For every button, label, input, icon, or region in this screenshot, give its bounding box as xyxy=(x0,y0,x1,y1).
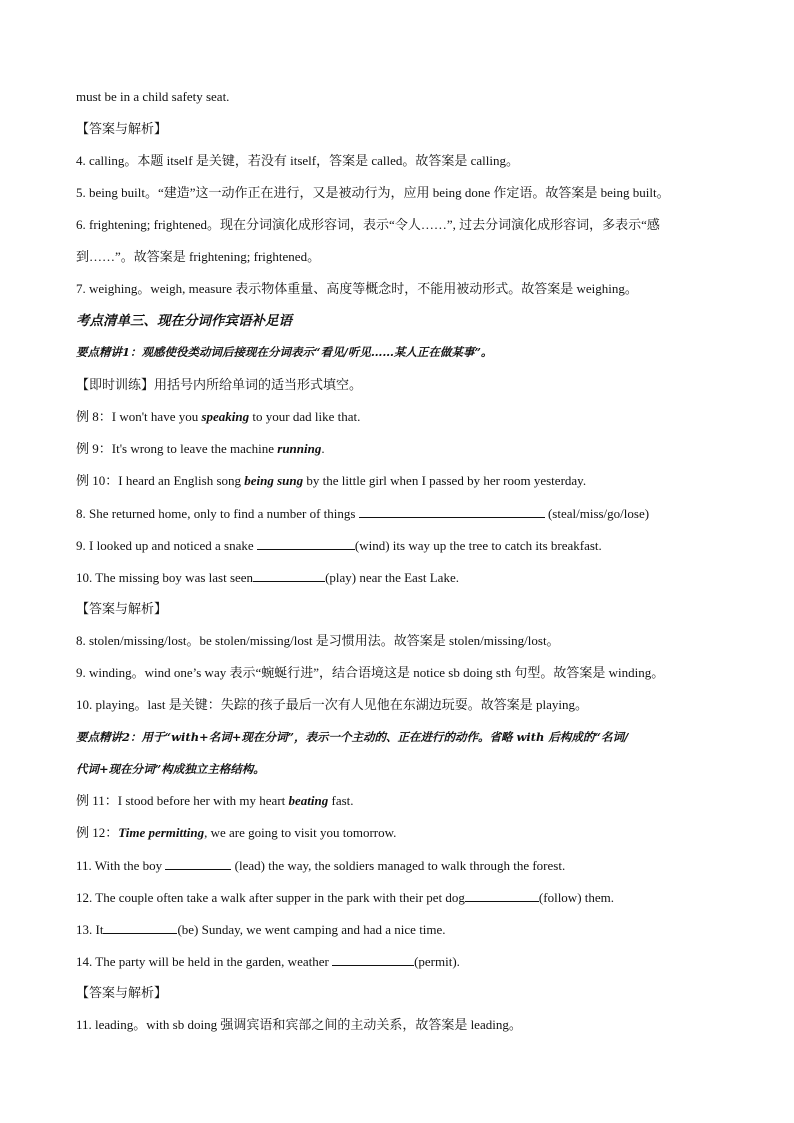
question-10: 10. The missing boy was last seen (play) near the East Lake. xyxy=(76,567,734,588)
answer-blank[interactable] xyxy=(253,567,325,582)
answer-blank[interactable] xyxy=(465,887,539,902)
answer-9: 9. winding。wind one’s way 表示“蜿蜒行进”，结合语境这是 notice sb doing sth 句型。故答案是 winding。 xyxy=(76,665,665,680)
example-12: 例 12：Time permitting, we are going to visit you tomorrow. xyxy=(76,825,397,840)
answer-6-cont: 到……”。故答案是 frightening; frightened。 xyxy=(76,249,321,264)
key-point-2: 要点精讲2：用于“with+名词+现在分词”，表示一个主动的、正在进行的动作。省略 with 后构成的“名词/ xyxy=(76,730,629,744)
question-14: 14. The party will be held in the garden, weather (permit). xyxy=(76,951,734,972)
question-12: 12. The couple often take a walk after supper in the park with their pet dog (follow) them. xyxy=(76,887,734,908)
example-11: 例 11：I stood before her with my heart beating fast. xyxy=(76,793,354,808)
answer-6: 6. frightening; frightened。现在分词演化成形容词，表示“令人……”, 过去分词演化成形容词，多表示“感 xyxy=(76,217,660,232)
answer-blank[interactable] xyxy=(103,919,177,934)
question-13: 13. It (be) Sunday, we went camping and had a nice time. xyxy=(76,919,734,940)
answer-7: 7. weighing。weigh, measure 表示物体重量、高度等概念时，不能用被动形式。故答案是 weighing。 xyxy=(76,281,638,296)
answer-heading: 【答案与解析】 xyxy=(76,121,168,136)
text-line: must be in a child safety seat. xyxy=(76,89,230,104)
question-9: 9. I looked up and noticed a snake (wind) its way up the tree to catch its breakfast. xyxy=(76,535,734,556)
section-heading: 考点清单三、现在分词作宾语补足语 xyxy=(76,313,292,329)
answer-heading: 【答案与解析】 xyxy=(76,601,168,616)
answer-blank[interactable] xyxy=(359,503,545,518)
answer-10: 10. playing。last 是关键：失踪的孩子最后一次有人见他在东湖边玩耍。故答案是 playing。 xyxy=(76,697,589,712)
key-point-2-cont: 代词+现在分词”构成独立主格结构。 xyxy=(76,762,265,776)
example-9: 例 9：It's wrong to leave the machine running. xyxy=(76,441,325,456)
answer-heading: 【答案与解析】 xyxy=(76,985,168,1000)
practice-instruction: 【即时训练】用括号内所给单词的适当形式填空。 xyxy=(76,377,363,392)
answer-blank[interactable] xyxy=(165,855,231,870)
answer-4: 4. calling。本题 itself 是关键，若没有 itself，答案是 called。故答案是 calling。 xyxy=(76,153,520,168)
answer-8: 8. stolen/missing/lost。be stolen/missing/lost 是习惯用法。故答案是 stolen/missing/lost。 xyxy=(76,633,560,648)
question-8: 8. She returned home, only to find a number of things (steal/miss/go/lose) xyxy=(76,503,734,524)
answer-blank[interactable] xyxy=(257,535,355,550)
key-point-1: 要点精讲1：观感使役类动词后接现在分词表示“看见/听见……某人正在做某事”。 xyxy=(76,345,493,359)
answer-11: 11. leading。with sb doing 强调宾语和宾部之间的主动关系，故答案是 leading。 xyxy=(76,1017,522,1032)
answer-blank[interactable] xyxy=(332,951,414,966)
example-10: 例 10：I heard an English song being sung by the little girl when I passed by her room yesterday. xyxy=(76,473,587,488)
example-8: 例 8：I won't have you speaking to your dad like that. xyxy=(76,409,361,424)
question-11: 11. With the boy (lead) the way, the soldiers managed to walk through the forest. xyxy=(76,855,734,876)
answer-5: 5. being built。“建造”这一动作正在进行，又是被动行为，应用 being done 作定语。故答案是 being built。 xyxy=(76,185,670,200)
